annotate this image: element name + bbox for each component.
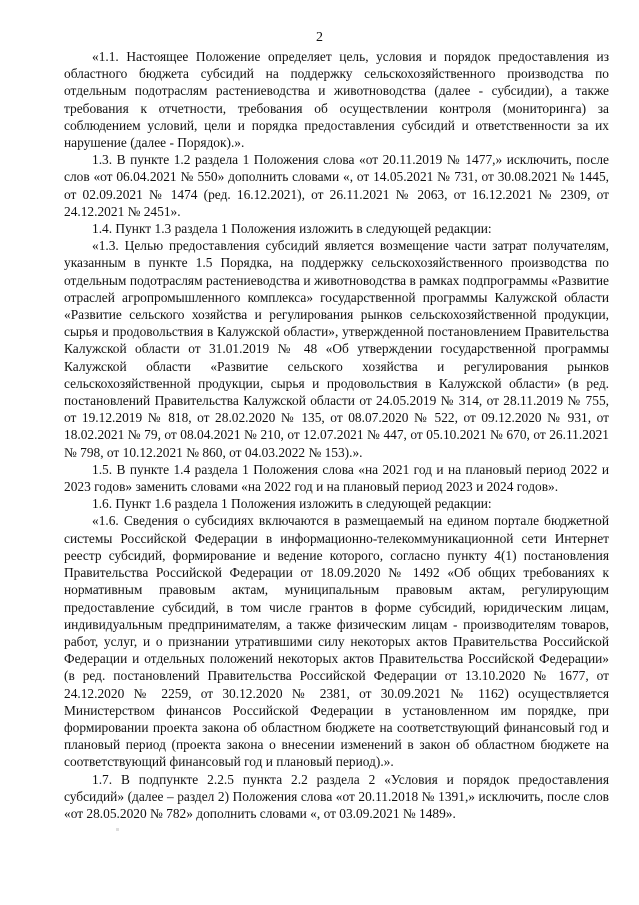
document-body [64,48,609,822]
paragraph-1-3: 1.3. В пункте 1.2 раздела 1 Положения слова «от 20.11.2019 № 1477,» исключить, после слов «от 06.04.2021 № 550» дополнить словами «, от 14.05.2021 № 731, от 30.08.2021 № 1445, от 02.09.2021 № 1474 (ред. 16.12.2021), от 26.11.2021 № 2063, от 16.12.2021 № 2309, от 24.12.2021 № 2451». [64,152,609,219]
paragraph-1-1: «1.1. Настоящее Положение определяет цель, условия и порядок предоставления из областного бюджета субсидий на поддержку сельскохозяйственного производства по отдельным подотраслям растениеводства и животноводства (далее - субсидии), а также требования к отчетности, требования об осуществлении контроля (мониторинга) за соблюдением условий, цели и порядка предоставления субсидий и ответственности за их нарушение (далее - Порядок).». [64,49,609,151]
paragraph-1-6-text: «1.6. Сведения о субсидиях включаются в размещаемый на едином портале бюджетной системы Российской Федерации в информационно-телекоммуникационной сети Интернет реестр субсидий, формирование и ведение которого, согласно пункту 4(1) постановления Правительства Российской Федерации от 18.09.2020 № 1492 «Об общих требованиях к нормативным правовым актам, муниципальным правовым актам, регулирующим предоставление субсидий, в том числе грантов в форме субсидий, юридическим лицам, индивидуальным предпринимателям, а также физическим лицам - производителям товаров, работ, услуг, и о признании утратившими силу некоторых актов Правительства Российской Федерации и отдельных положений некоторых актов Правительства Российской Федерации» (в ред. постановлений Правительства Российской Федерации от 13.10.2020 № 1677, от 24.12.2020 № 2259, от 30.12.2020 № 2381, от 30.09.2021 № 1162) осуществляется Министерством финансов Российской Федерации в установленном им порядке, при формировании проекта закона об областном бюджете на соответствующий финансовый год и плановый период (проекта закона о внесении изменений в закон об областном бюджете на соответствующий финансовый год и плановый период).». [64,513,609,770]
paragraph-1-4: 1.4. Пункт 1.3 раздела 1 Положения изложить в следующей редакции: [92,221,492,237]
scan-speck [116,828,119,831]
paragraph-1-5: 1.5. В пункте 1.4 раздела 1 Положения слова «на 2021 год и на плановый период 2022 и 2023 годов» заменить словами «на 2022 год и на плановый период 2023 и 2024 годов». [64,461,609,495]
paragraph-1-4-text: «1.3. Целью предоставления субсидий является возмещение части затрат получателям, указанным в пункте 1.5 Порядка, на поддержку сельскохозяйственного производства по отдельным подотраслям растениеводства и животноводства в рамках подпрограммы «Развитие отраслей агропромышленного комплекса» государственной программы Калужской области «Развитие сельского хозяйства и регулирования рынков сельскохозяйственной продукции, сырья и продовольствия в Калужской области», утвержденной постановлением Правительства Калужской области от 31.01.2019 № 48 «Об утверждении государственной программы Калужской области «Развитие сельского хозяйства и регулирования рынков сельскохозяйственной продукции, сырья и продовольствия в Калужской области» (в ред. постановлений Правительства Калужской области от 24.05.2019 № 314, от 28.11.2019 № 755, от 19.12.2019 № 818, от 28.02.2020 № 135, от 08.07.2020 № 522, от 09.12.2020 № 931, от 18.02.2021 № 79, от 08.04.2021 № 210, от 12.07.2021 № 447, от 05.10.2021 № 670, от 26.11.2021 № 798, от 10.12.2021 № 860, от 04.03.2022 № 153).». [64,238,609,460]
page-number: 2 [316,30,323,45]
paragraph-1-6: 1.6. Пункт 1.6 раздела 1 Положения изложить в следующей редакции: [92,496,492,512]
paragraph-1-7: 1.7. В подпункте 2.2.5 пункта 2.2 раздела 2 «Условия и порядок предоставления субсидий» (далее – раздел 2) Положения слова «от 20.11.2018 № 1391,» исключить, после слов «от 28.05.2020 № 782» дополнить словами «, от 03.09.2021 № 1489». [64,771,609,821]
